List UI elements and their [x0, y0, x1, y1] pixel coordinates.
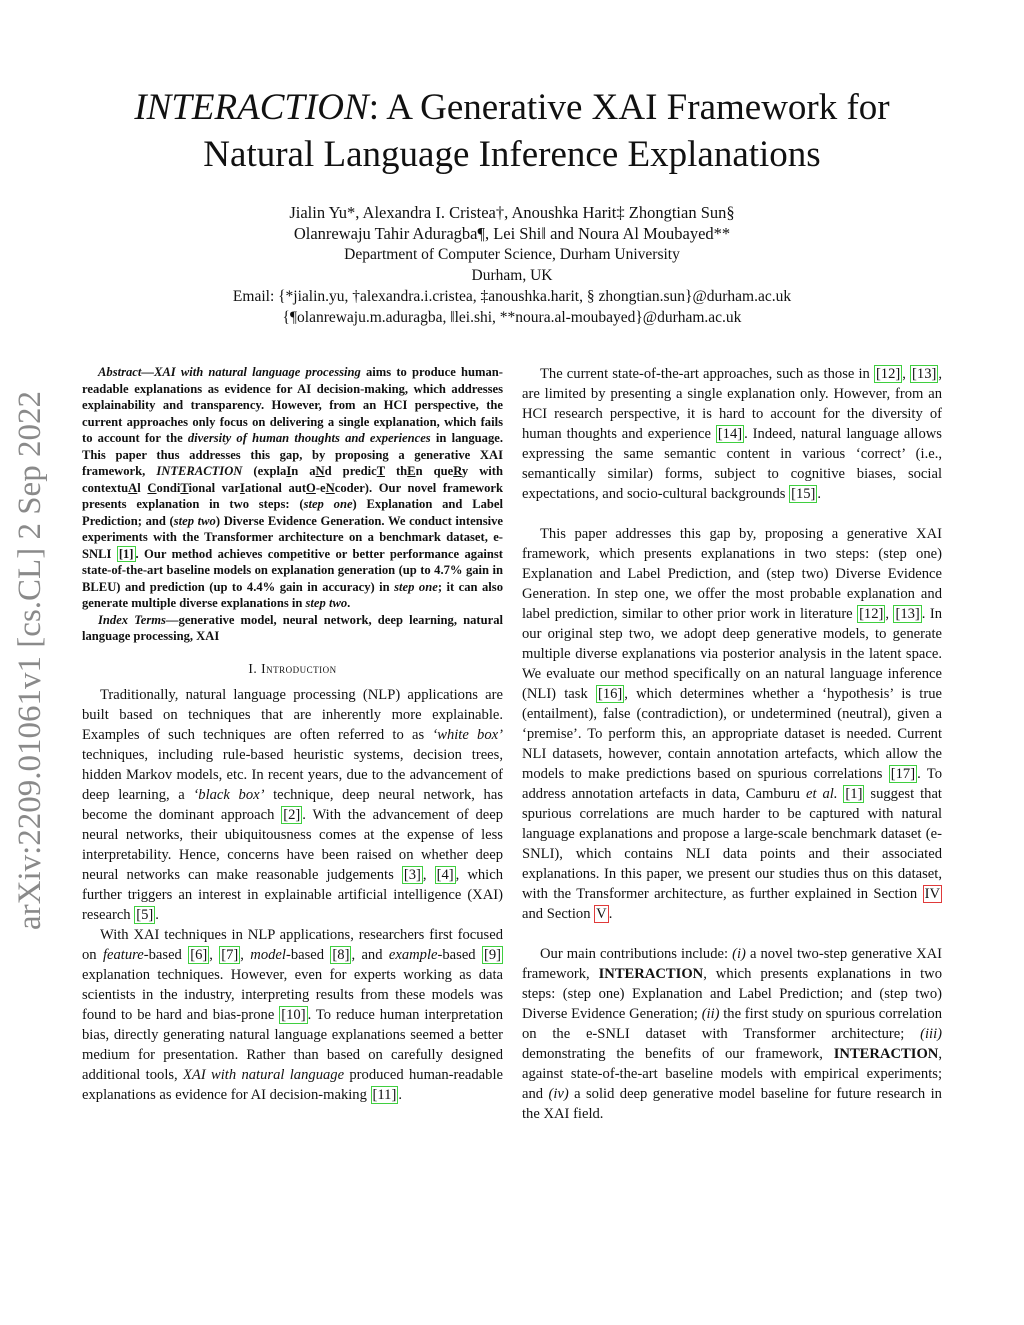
arxiv-identifier: arXiv:2209.01061v1 [cs.CL] 2 Sep 2022	[12, 391, 48, 930]
title-line2: Natural Language Inference Explanations	[203, 134, 821, 175]
intro-paragraph-2: With XAI techniques in NLP applications, researchers first focused on feature-based [6] , [7] , model-based [8] , and example-based [9] explanation techniques. However, even for experts working as data scientists in the industry, interpreting results from these models was found to be hard and bias-prone [10] . To reduce human interpretation bias, directly generating natural language explanations seemed a better medium for presentation. Rather than based on carefully designed additional tools, XAI with natural language produced human-readable explanations as evidence for AI decision-making [11] .	[82, 926, 503, 1103]
title-italic: INTERACTION	[134, 87, 369, 128]
index-terms: Index Terms—generative model, neural network, deep learning, natural language processing, XAI	[82, 612, 503, 643]
citation-link[interactable]: [17]	[890, 766, 916, 782]
citation-link[interactable]: [16]	[597, 686, 623, 702]
intro-paragraph-3: The current state-of-the-art approaches, such as those in [12] , [13] , are limited by presenting a single explanation only. However, from an HCI research perspective, it is hard to account for the diversity of human thoughts and experience [14] . Indeed, natural language allows expressing the same semantic content in various ‘correct’ (i.e., semantically similar) forms, subject to cognitive biases, social expectations, and socio-cultural backgrounds [15] .	[522, 366, 943, 502]
citation-link[interactable]: [13]	[912, 366, 937, 382]
email-line1: Email: {*jialin.yu, †alexandra.i.cristea, ‡anoushka.harit, § zhongtian.sun}@durham.ac.uk	[232, 288, 792, 305]
citation-link[interactable]: [10]	[281, 1006, 306, 1023]
contributions-paragraph: Our main contributions include: (i) a novel two-step generative XAI framework, INTERACTION, which presents explanations in two steps: (step one) Explanation and Label Prediction; and (step two) Diverse Evidence Generation; (ii) the first study on spurious correlation on the e-SNLI dataset with Transformer architecture; (iii) demonstrating the benefits of our framework, INTERACTION, against state-of-the-art baseline models with empirical experiments; and (iv) a solid deep generative model baseline for future research in the XAI field.	[522, 946, 943, 1122]
affiliation-dept: Department of Computer Science, Durham University	[344, 246, 680, 263]
section-link[interactable]: V	[596, 906, 607, 922]
intro-paragraph-1: Traditionally, natural language processing (NLP) applications are built based on techniques that are inherently more explainable. Examples of such techniques are often referred to as ‘white box’ techniques, including rule-based heuristic systems, decision trees, hidden Markov models, etc. In recent years, due to the advancement of deep learning, a ‘black box’ technique, deep neural network, has become the dominant approach [2] . With the advancement of deep neural networks, their ubiquitousness comes at the expense of less interpretability. Hence, concerns have been raised on whether deep neural networks can make reasonable judgements [3] , [4] , which further triggers an interest in explainable artificial intelligence (XAI) research [5] .	[82, 686, 504, 923]
authors-line2: Olanrewaju Tahir Aduragba¶, Lei Shi‖ and Noura Al Moubayed**	[293, 224, 731, 243]
authors-line1: Jialin Yu*, Alexandra I. Cristea†, Anoushka Harit‡ Zhongtian Sun§	[289, 203, 735, 222]
citation-link[interactable]: [1]	[118, 546, 134, 561]
abstract-label: Abstract	[98, 365, 142, 379]
citation-link[interactable]: [3]	[403, 866, 421, 883]
citation-link[interactable]: [12]	[859, 606, 884, 622]
citation-link[interactable]: [6]	[190, 946, 208, 963]
citation-link[interactable]: [1]	[845, 786, 863, 802]
right-column	[522, 364, 942, 1124]
email-line2: {¶olanrewaju.m.aduragba, ‖lei.shi, **noura.al-moubayed}@durham.ac.uk	[282, 309, 742, 326]
citation-link[interactable]: [4]	[436, 866, 454, 883]
citation-link[interactable]: [14]	[717, 426, 743, 442]
paragraph-gap	[522, 504, 942, 524]
affiliation-city: Durham, UK	[471, 267, 553, 284]
citation-link[interactable]: [11]	[372, 1086, 397, 1103]
intro-paragraph-4: This paper addresses this gap by, proposing a generative XAI framework, which presents explanations in two steps: (step one) Explanation and Label Prediction, and (step two) Diverse Evidence Generation. In step one, we offer the most probable explanation and label prediction, similar to other prior work in literature [12] , [13] . In our original step two, we adopt deep generative models, to generate multiple diverse explanations via posterior analysis in the latent space. We evaluate our method specifically on an natural language inference (NLI) task [16] , which determines whether a ‘hypothesis’ is true (entailment), false (contradiction), or undetermined (neutral), given a ‘premise’. To perform this, an appropriate dataset is needed. Current NLI datasets, however, contain annotation artefacts, which allow the models to make predictions based on spurious correlations [17] . To address annotation artefacts in data, Camburu et al. [1] suggest that spurious correlations are much harder to be captured with natural language explanations and propose a large-scale benchmark dataset (e-SNLI), which contains NLI data points and their associated explanations. In this paper, we present our studies thus on this dataset, with the Transformer architecture, as further explained in Section IV and Section V .	[522, 526, 942, 922]
citation-link[interactable]: [5]	[136, 906, 154, 923]
author-block	[100, 202, 924, 328]
citation-link[interactable]: [2]	[283, 806, 301, 823]
citation-link[interactable]: [9]	[483, 946, 501, 963]
citation-link[interactable]: [13]	[895, 606, 920, 622]
abstract: Abstract—XAI with natural language processing aims to produce human-readable explanations as evidence for AI decision-making, which addresses explainability and transparency. However, from an HCI perspective, the current approaches only focus on delivering a single explanation, which fails to account for the diversity of human thoughts and experiences in language. This paper thus addresses this gap, by proposing a generative XAI framework, INTERACTION (explaIn aNd predicT thEn queRy with contextuAl CondiTional varIational autO-eNcoder). Our novel framework presents explanation in two steps: (step one) Explanation and Label Prediction; and (step two) Diverse Evidence Generation. We conduct intensive experiments with the Transformer architecture on a benchmark dataset, e-SNLI [1] . Our method achieves competitive or better performance against state-of-the-art baseline models on explanation generation (up to 4.7% gain in BLEU) and prediction (up to 4.4% gain in accuracy) in step one; it can also generate multiple diverse explanations in step two. Index Terms—generative model, neural network, deep learning, natural language processing, XAI	[82, 365, 504, 643]
citation-link[interactable]: [12]	[875, 366, 901, 382]
section-heading: I. Introduction	[248, 660, 337, 676]
citation-link[interactable]: [8]	[332, 946, 350, 963]
citation-link[interactable]: [15]	[791, 486, 816, 502]
paper-title	[60, 84, 964, 178]
left-column	[82, 364, 503, 1105]
citation-link[interactable]: [7]	[221, 946, 239, 963]
title-rest: : A Generative XAI Framework for	[368, 87, 890, 128]
section-link[interactable]: IV	[924, 886, 940, 902]
paragraph-gap	[522, 924, 942, 944]
